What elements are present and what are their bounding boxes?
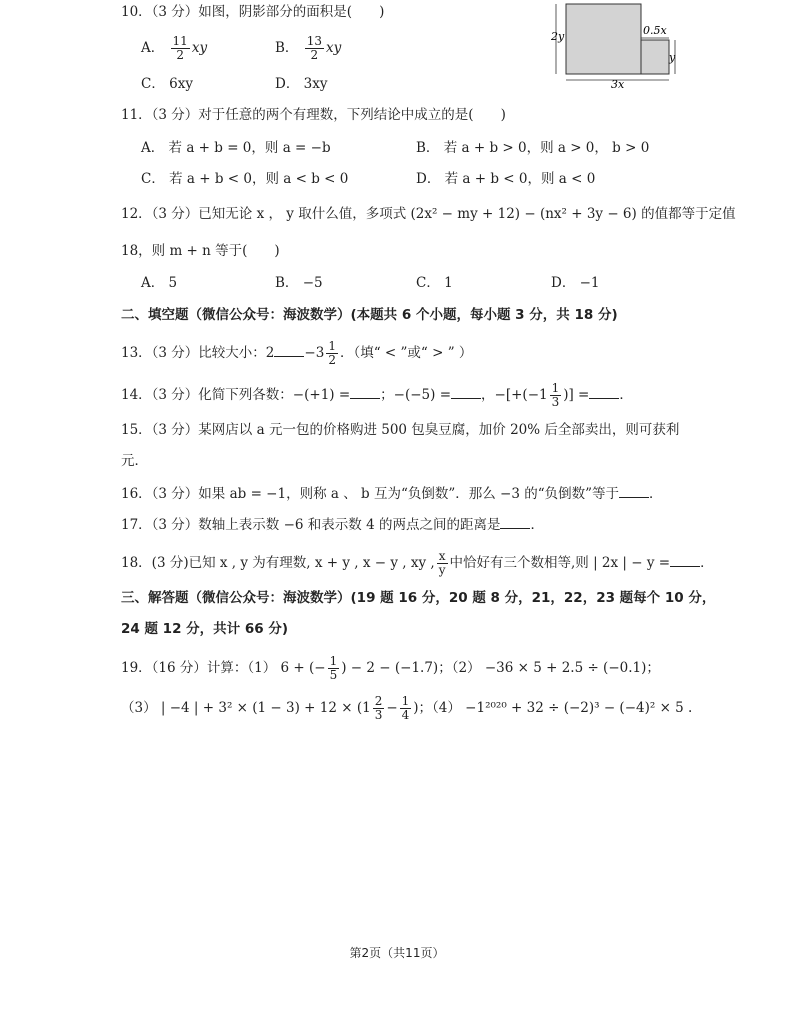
- q14-blank-1: [350, 385, 380, 399]
- figure-label-3x: 3x: [611, 78, 625, 91]
- q10-option-b: B． $\frac{13}{2}$ xy: [275, 34, 342, 62]
- q18: 18．(3 分)已知 x , y 为有理数, x + y , x − y , xy , $\frac{x}{y}$ 中恰好有三个数相等,则 | 2x | − y = ．: [121, 549, 714, 577]
- q14-fraction: $\frac{1}{3}$: [551, 381, 560, 409]
- q11-option-a: A． 若 a + b = 0，则 a = −b: [141, 140, 331, 156]
- q10-a-fraction: $\frac{11}{2}$: [172, 34, 188, 62]
- q12-option-b: B． −5: [275, 275, 323, 291]
- q10-stem: 10．（3 分）如图，阴影部分的面积是( ): [121, 4, 385, 20]
- q10-area-figure: [548, 0, 688, 92]
- q11-option-b: B． 若 a + b > 0，则 a > 0， b > 0: [416, 140, 650, 156]
- section-3-heading-line1: 三、解答题（微信公众号：海波数学）(19 题 16 分，20 题 8 分，21，22，23 题每个 10 分，: [121, 590, 716, 606]
- figure-label-y: y: [669, 51, 676, 64]
- q12-option-d: D． −1: [551, 275, 600, 291]
- q17-blank: [500, 515, 530, 529]
- q16-blank: [619, 484, 649, 498]
- q15-line1: 15．（3 分）某网店以 a 元一包的价格购进 500 包臭豆腐，加价 20% 后全部卖出，则可获利: [121, 422, 680, 438]
- q12-stem-line1: 12．（3 分）已知无论 x ， y 取什么值，多项式 (2x² − my + 12) − (nx² + 3y − 6) 的值都等于定值: [121, 206, 736, 222]
- q11-stem: 11．（3 分）对于任意的两个有理数，下列结论中成立的是( ): [121, 107, 506, 123]
- figure-label-05x: 0.5x: [643, 24, 667, 37]
- q12-stem-line2: 18，则 m + n 等于( ): [121, 243, 280, 259]
- q19-fraction-1: $\frac{1}{5}$: [329, 654, 338, 682]
- q19-line2: （3） | −4 | + 3² × (1 − 3) + 12 × (1 $\frac{2}{3}$ − $\frac{1}{4}$ )；（4） −1²⁰²⁰ + 32 ÷ (−2)³ − (−4)² × 5 .: [121, 694, 693, 722]
- q18-blank: [670, 553, 700, 567]
- q16: 16．（3 分）如果 ab = −1，则称 a 、 b 互为“负倒数”．那么 −3 的“负倒数”等于 ．: [121, 486, 663, 502]
- q15-line2: 元．: [121, 453, 148, 469]
- page-footer: 第2页（共11页）: [349, 946, 445, 960]
- q13-fraction: $\frac{1}{2}$: [328, 339, 336, 367]
- q10-option-a: A． $\frac{11}{2}$ xy: [141, 34, 208, 62]
- q19-line1: 19．（16 分）计算：（1） 6 + (− $\frac{1}{5}$ ) − 2 − (−1.7)；（2） −36 × 5 + 2.5 ÷ (−0.1)；: [121, 654, 660, 682]
- q19-fraction-2: $\frac{2}{3}$: [374, 694, 383, 722]
- figure-large-rect: [566, 4, 641, 74]
- section-3-heading-line2: 24 题 12 分，共计 66 分): [121, 621, 289, 637]
- q19-fraction-3: $\frac{1}{4}$: [401, 694, 410, 722]
- q12-option-c: C． 1: [416, 275, 453, 291]
- q13-blank: [274, 343, 304, 357]
- q14-blank-2: [451, 385, 481, 399]
- q10-option-d: D． 3xy: [275, 76, 328, 92]
- figure-label-2y: 2y: [551, 30, 565, 43]
- q14: 14．（3 分）化简下列各数：−(+1) = ；−(−5) = ，−[+(−1 $\frac{1}{3}$ )] = ．: [121, 381, 633, 409]
- q11-option-c: C． 若 a + b < 0，则 a < b < 0: [141, 171, 349, 187]
- q11-option-d: D． 若 a + b < 0，则 a < 0: [416, 171, 596, 187]
- q12-option-a: A． 5: [141, 275, 178, 291]
- q14-blank-3: [589, 385, 619, 399]
- q10-b-fraction: $\frac{13}{2}$: [306, 34, 322, 62]
- figure-small-rect: [641, 40, 669, 74]
- section-2-heading: 二、填空题（微信公众号：海波数学）(本题共 6 个小题，每小题 3 分，共 18 分): [121, 307, 618, 323]
- q10-option-c: C． 6xy: [141, 76, 193, 92]
- q13: 13．（3 分）比较大小：2 −3 $\frac{1}{2}$ ．（填“ < ”或“ > ” ）: [121, 339, 473, 367]
- q17: 17．（3 分）数轴上表示数 −6 和表示数 4 的两点之间的距离是 ．: [121, 517, 544, 533]
- q18-fraction: $\frac{x}{y}$: [438, 549, 446, 577]
